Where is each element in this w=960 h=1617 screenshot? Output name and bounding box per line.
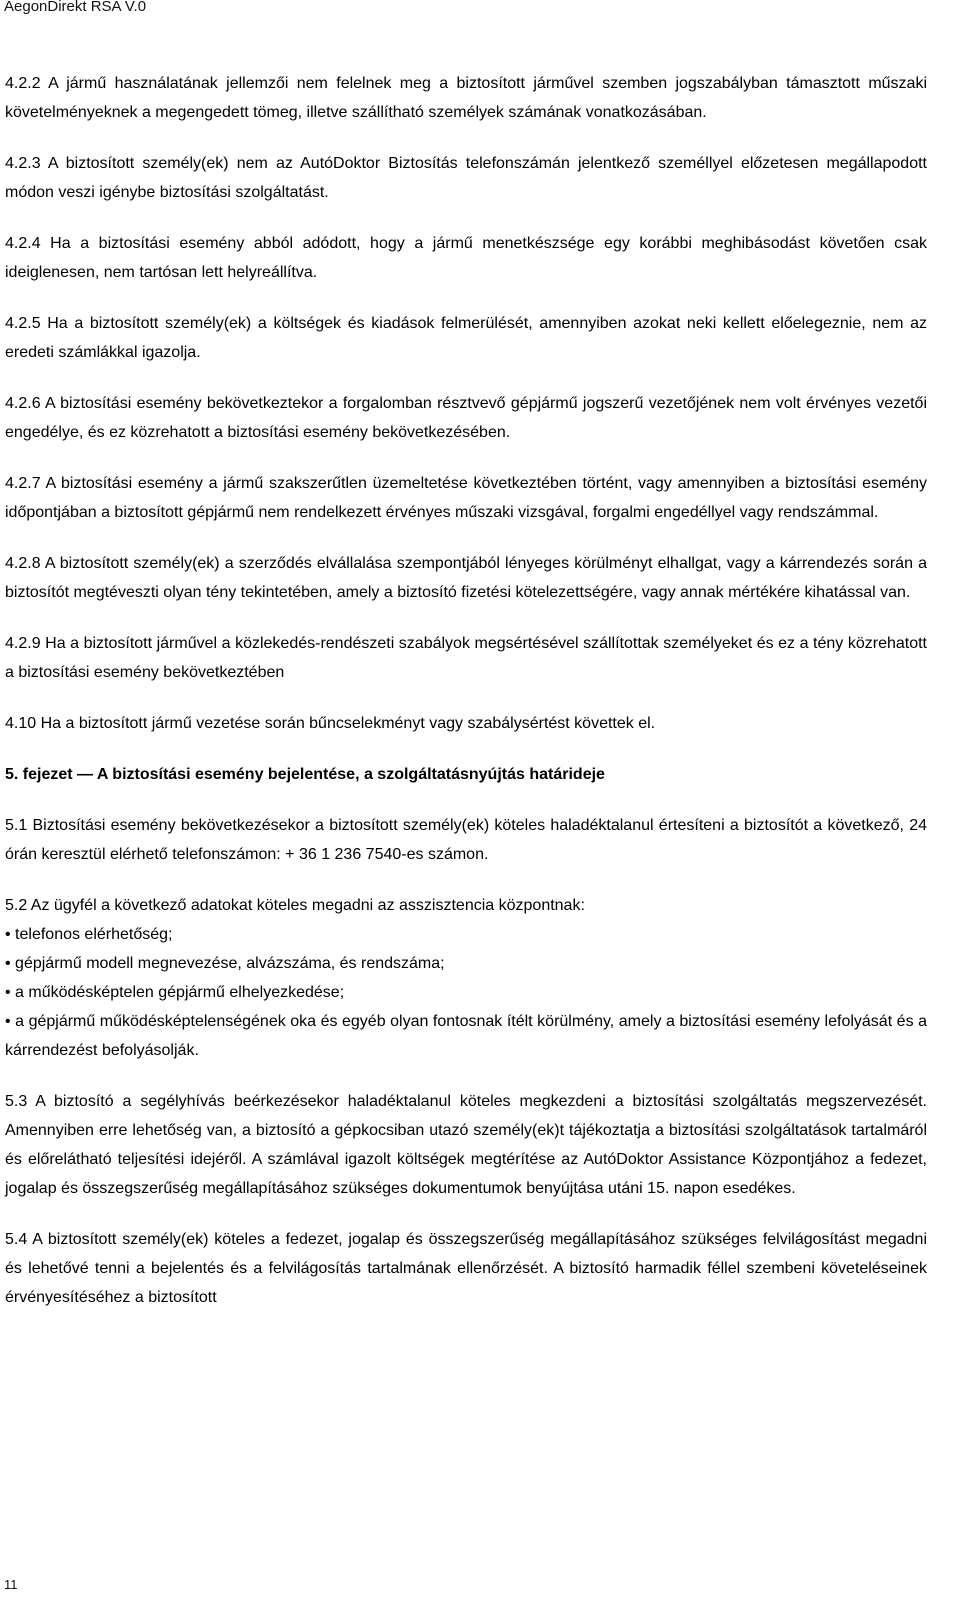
paragraph-4-2-6: 4.2.6 A biztosítási esemény bekövetkeztekor a forgalomban résztvevő gépjármű jogszerű vezetőjének nem volt érvényes vezetői engedélye, és ez közrehatott a biztosítási esemény bekövetkezésében. xyxy=(5,395,927,441)
bullet-item: • gépjármű modell megnevezése, alvázszáma, és rendszáma; xyxy=(5,955,445,972)
bullet-item: • a gépjármű működésképtelenségének oka és egyéb olyan fontosnak ítélt körülmény, amely a biztosítási esemény lefolyását és a kárrendezést befolyásolják. xyxy=(5,1013,927,1059)
paragraph-4-2-7: 4.2.7 A biztosítási esemény a jármű szakszerűtlen üzemeltetése következtében történt, vagy amennyiben a biztosítási esemény időpontjában a biztosított gépjármű nem rendelkezett érvényes műszaki vizsgával, forgalmi engedéllyel vagy rendszámmal. xyxy=(5,475,927,521)
paragraph-4-2-9: 4.2.9 Ha a biztosított járművel a közlekedés-rendészeti szabályok megsértésével szállítottak személyeket és ez a tény közrehatott a biztosítási esemény bekövetkeztében xyxy=(5,635,927,681)
paragraph-4-2-3: 4.2.3 A biztosított személy(ek) nem az AutóDoktor Biztosítás telefonszámán jelentkező személlyel előzetesen megállapodott módon veszi igénybe biztosítási szolgáltatást. xyxy=(5,155,927,201)
section-5-3: 5.3 A biztosító a segélyhívás beérkezésekor haladéktalanul köteles megkezdeni a biztosítási szolgáltatás megszervezését. Amennyiben erre lehetőség van, a biztosító a gépkocsiban utazó személy(ek)t tájékoztatja a biztosítási szolgáltatások tartalmáról és előrelátható teljesítési idejéről. A számlával igazolt költségek megtérítése az AutóDoktor Assistance Központjához a fedezet, jogalap és összegszerűség megállapításához szükséges dokumentumok benyújtása utáni 15. napon esedékes. xyxy=(5,1093,927,1197)
paragraph-4-2-8: 4.2.8 A biztosított személy(ek) a szerződés elvállalása szempontjából lényeges körülményt elhallgat, vagy a kárrendezés során a biztosítót megtéveszti olyan tény tekintetében, amely a biztosító fizetési kötelezettségére, vagy annak mértékére kihatással van. xyxy=(5,555,927,601)
section-5-2-intro: 5.2 Az ügyfél a következő adatokat köteles megadni az asszisztencia központnak: xyxy=(5,897,585,914)
section-5-1: 5.1 Biztosítási esemény bekövetkezésekor a biztosított személy(ek) köteles haladéktalanul értesíteni a biztosítót a következő, 24 órán keresztül elérhető telefonszámon: + 36 1 236 7540-es számon. xyxy=(5,817,927,863)
page-number: 11 xyxy=(4,1577,18,1592)
document-header-title: AegonDirekt RSA V.0 xyxy=(4,0,147,15)
bullet-item: • a működésképtelen gépjármű elhelyezkedése; xyxy=(5,984,345,1001)
section-5-4: 5.4 A biztosított személy(ek) köteles a fedezet, jogalap és összegszerűség megállapításához szükséges felvilágosítást megadni és lehetővé tenni a bejelentés és a felvilágosítás tartalmának ellenőrzését. A biztosító harmadik féllel szembeni követeléseinek érvényesítéséhez a biztosított xyxy=(5,1231,927,1306)
paragraph-4-2-4: 4.2.4 Ha a biztosítási esemény abból adódott, hogy a jármű menetkészsége egy korábbi meghibásodást követően csak ideiglenesen, nem tartósan lett helyreállítva. xyxy=(5,235,927,281)
document-body xyxy=(5,69,927,1334)
paragraph-4-2-2: 4.2.2 A jármű használatának jellemzői nem felelnek meg a biztosított járművel szemben jogszabályban támasztott műszaki követelményeknek a megengedett tömeg, illetve szállítható személyek számának vonatkozásában. xyxy=(5,75,927,121)
paragraph-4-2-5: 4.2.5 Ha a biztosított személy(ek) a költségek és kiadások felmerülését, amennyiben azokat neki kellett előelegeznie, nem az eredeti számlákkal igazolja. xyxy=(5,315,927,361)
chapter-heading: 5. fejezet — A biztosítási esemény bejelentése, a szolgáltatásnyújtás határideje xyxy=(5,766,605,783)
bullet-item: • telefonos elérhetőség; xyxy=(5,926,173,943)
paragraph-4-10: 4.10 Ha a biztosított jármű vezetése során bűncselekményt vagy szabálysértést követtek el. xyxy=(5,715,656,732)
